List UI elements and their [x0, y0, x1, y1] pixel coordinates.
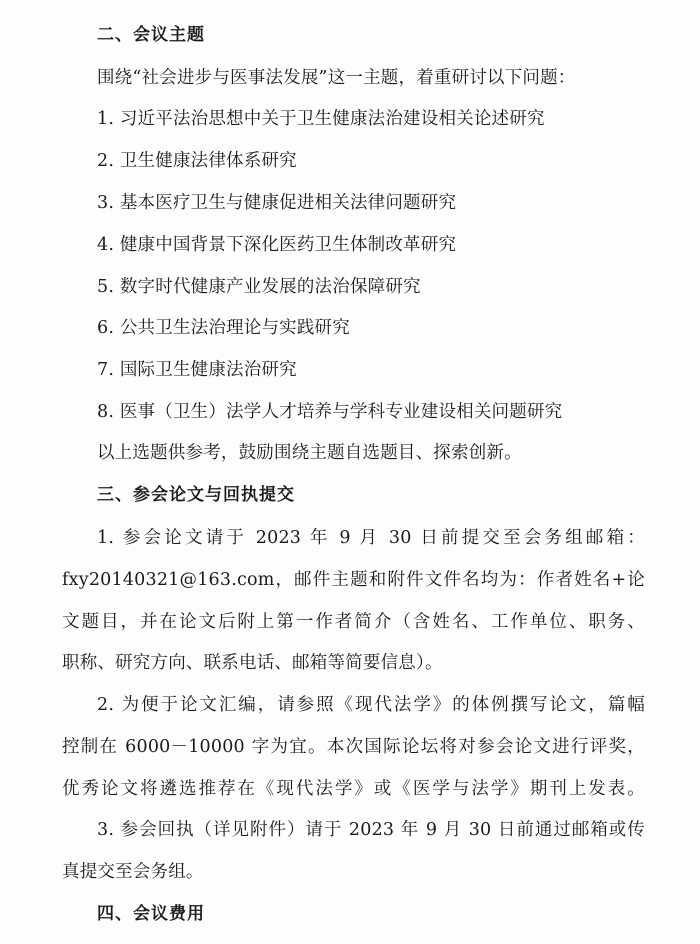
section-heading-meeting-theme: 二、会议主题	[97, 25, 205, 45]
paragraph-1-line-2: fxy20140321@163.com，邮件主题和附件文件名均为：作者姓名+论	[62, 570, 645, 590]
topic-item-4: 4. 健康中国背景下深化医药卫生体制改革研究	[97, 235, 457, 255]
paragraph-3-line-1: 3. 参会回执（详见附件）请于 2023 年 9 月 30 日前通过邮箱或传	[97, 820, 645, 840]
topics-note: 以上选题供参考，鼓励围绕主题自选题目、探索创新。	[97, 443, 522, 463]
topic-item-3: 3. 基本医疗卫生与健康促进相关法律问题研究	[97, 193, 457, 213]
paragraph-2-line-2: 控制在 6000－10000 字为宜。本次国际论坛将对参会论文进行评奖，	[62, 737, 645, 757]
topic-item-6: 6. 公共卫生法治理论与实践研究	[97, 318, 350, 338]
topic-item-5: 5. 数字时代健康产业发展的法治保障研究	[97, 277, 421, 297]
paragraph-1-line-3: 文题目，并在论文后附上第一作者简介（含姓名、工作单位、职务、	[62, 612, 645, 632]
paragraph-2-line-1: 2. 为便于论文汇编，请参照《现代法学》的体例撰写论文，篇幅	[97, 695, 645, 715]
theme-intro: 围绕“社会进步与医事法发展”这一主题，着重研讨以下问题：	[97, 68, 576, 88]
paragraph-3-line-2: 真提交至会务组。	[62, 862, 204, 882]
topic-item-8: 8. 医事（卫生）法学人才培养与学科专业建设相关问题研究	[97, 402, 563, 422]
topic-item-7: 7. 国际卫生健康法治研究	[97, 360, 297, 380]
section-heading-meeting-fees: 四、会议费用	[97, 904, 205, 924]
paragraph-1-line-1: 1. 参会论文请于 2023 年 9 月 30 日前提交至会务组邮箱：	[97, 528, 645, 548]
paragraph-2-line-3: 优秀论文将遴选推荐在《现代法学》或《医学与法学》期刊上发表。	[62, 779, 645, 799]
topic-item-2: 2. 卫生健康法律体系研究	[97, 151, 297, 171]
topic-item-1: 1. 习近平法治思想中关于卫生健康法治建设相关论述研究	[97, 109, 545, 129]
section-heading-paper-submission: 三、参会论文与回执提交	[97, 485, 295, 505]
paragraph-1-line-4: 职称、研究方向、联系电话、邮箱等简要信息）。	[62, 653, 443, 673]
